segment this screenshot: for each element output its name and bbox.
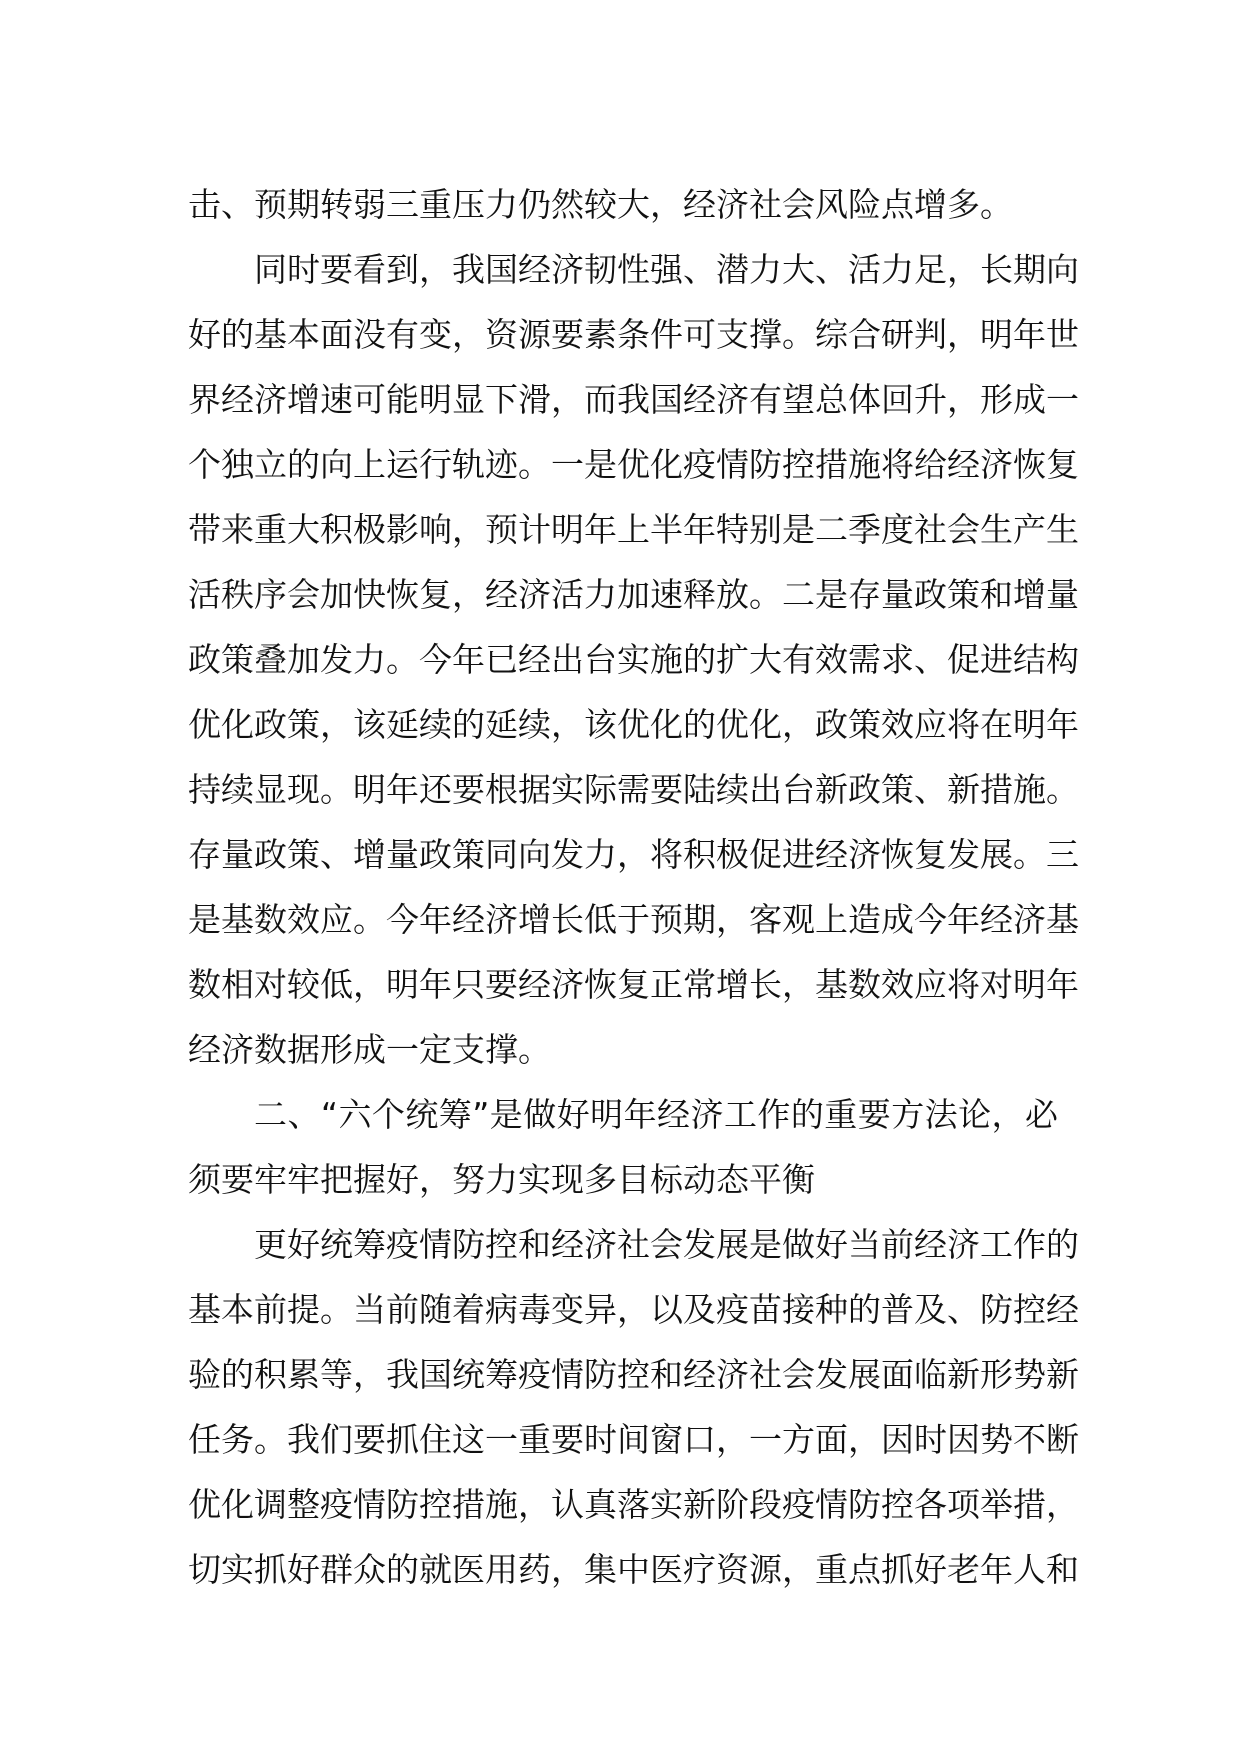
paragraph-line: 切实抓好群众的就医用药，集中医疗资源，重点抓好老年人和 [188, 1550, 1079, 1589]
paragraph-line: 是基数效应。今年经济增长低于预期，客观上造成今年经济基 [188, 900, 1079, 939]
paragraph-line: 更好统筹疫情防控和经济社会发展是做好当前经济工作的 [254, 1225, 1079, 1264]
paragraph-line: 任务。我们要抓住这一重要时间窗口，一方面，因时因势不断 [188, 1420, 1079, 1459]
paragraph-line: 好的基本面没有变，资源要素条件可支撑。综合研判，明年世 [188, 315, 1079, 354]
paragraph-line: 优化调整疫情防控措施，认真落实新阶段疫情防控各项举措， [188, 1485, 1079, 1524]
paragraph-line: 验的积累等，我国统筹疫情防控和经济社会发展面临新形势新 [188, 1355, 1079, 1394]
paragraph-line: 经济数据形成一定支撑。 [188, 1030, 551, 1069]
paragraph-line: 带来重大积极影响，预计明年上半年特别是二季度社会生产生 [188, 510, 1079, 549]
paragraph-line: 持续显现。明年还要根据实际需要陆续出台新政策、新措施。 [188, 770, 1079, 809]
paragraph-line: 击、预期转弱三重压力仍然较大，经济社会风险点增多。 [188, 185, 1013, 224]
section-heading-line: 须要牢牢把握好，努力实现多目标动态平衡 [188, 1160, 815, 1199]
body-text [188, 172, 1079, 1602]
section-heading-line: 二、“六个统筹”是做好明年经济工作的重要方法论，必 [254, 1095, 1058, 1134]
paragraph-line: 基本前提。当前随着病毒变异，以及疫苗接种的普及、防控经 [188, 1290, 1079, 1329]
paragraph-line: 存量政策、增量政策同向发力，将积极促进经济恢复发展。三 [188, 835, 1079, 874]
paragraph-line: 同时要看到，我国经济韧性强、潜力大、活力足，长期向 [254, 250, 1079, 289]
paragraph-line: 活秩序会加快恢复，经济活力加速释放。二是存量政策和增量 [188, 575, 1079, 614]
paragraph-line: 优化政策，该延续的延续，该优化的优化，政策效应将在明年 [188, 705, 1079, 744]
paragraph-line: 界经济增速可能明显下滑，而我国经济有望总体回升，形成一 [188, 380, 1079, 419]
paragraph-line: 数相对较低，明年只要经济恢复正常增长，基数效应将对明年 [188, 965, 1079, 1004]
paragraph-line: 个独立的向上运行轨迹。一是优化疫情防控措施将给经济恢复 [188, 445, 1079, 484]
paragraph-line: 政策叠加发力。今年已经出台实施的扩大有效需求、促进结构 [188, 640, 1079, 679]
